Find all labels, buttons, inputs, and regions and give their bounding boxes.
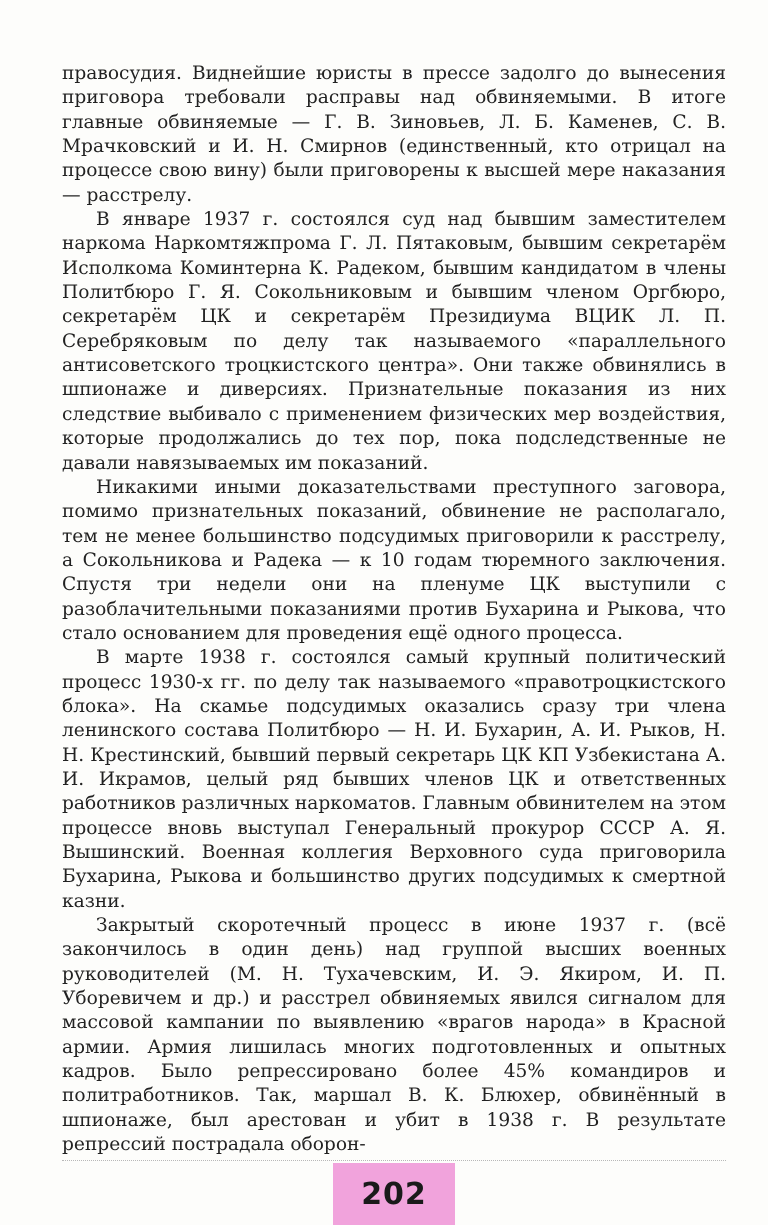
footer-divider — [62, 1160, 726, 1161]
body-text — [62, 62, 726, 1157]
page-number-badge — [333, 1163, 455, 1225]
paragraph-4: В марте 1938 г. состоялся самый крупный политический процесс 1930-х гг. по делу так называемого «правотроцкистского блока». На скамье подсудимых оказались сразу три члена ленинского состава Политбюро — Н. И. Бухарин, А. И. Рыков, Н. Н. Крестинский, бывший первый секретарь ЦК КП Узбекистана А. И. Икрамов, целый ряд бывших членов ЦК и ответственных работников различных наркоматов. Главным обвинителем на этом процессе вновь выступал Генеральный прокурор СССР А. Я. Вышинский. Военная коллегия Верховного суда приговорила Бухарина, Рыкова и большинство других подсудимых к смертной казни. — [62, 647, 726, 912]
paragraph-5: Закрытый скоротечный процесс в июне 1937 г. (всё закончилось в один день) над группой высших военных руководителей (М. Н. Тухачевским, И. Э. Якиром, И. П. Уборевичем и др.) и расстрел обвиняемых явился сигналом для массовой кампании по выявлению «врагов народа» в Красной армии. Армия лишилась многих подготовленных и опытных кадров. Было репрессировано более 45% командиров и политработников. Так, маршал В. К. Блюхер, обвинённый в шпионаже, был арестован и убит в 1938 г. В результате репрессий пострадала оборон- — [62, 915, 726, 1156]
paragraph-2: В январе 1937 г. состоялся суд над бывшим заместителем наркома Наркомтяжпрома Г. Л. Пятаковым, бывшим секретарём Исполкома Коминтерна К. Радеком, бывшим кандидатом в члены Политбюро Г. Я. Сокольниковым и бывшим членом Оргбюро, секретарём ЦК и секретарём Президиума ВЦИК Л. П. Серебряковым по делу так называемого «параллельного антисоветского троцкистского центра». Они также обвинялись в шпионаже и диверсиях. Признательные показания из них следствие выбивало с применением физических мер воздействия, которые продолжались до тех пор, пока подследственные не давали навязываемых им показаний. — [62, 209, 726, 474]
paragraph-3: Никакими иными доказательствами преступного заговора, помимо признательных показаний, обвинение не располагало, тем не менее большинство подсудимых приговорили к расстрелу, а Сокольникова и Радека — к 10 годам тюремного заключения. Спустя три недели они на пленуме ЦК выступили с разоблачительными показаниями против Бухарина и Рыкова, что стало основанием для проведения ещё одного процесса. — [62, 476, 726, 644]
paragraph-1: правосудия. Виднейшие юристы в прессе задолго до вынесения приговора требовали расправы над обвиняемыми. В итоге главные обвиняемые — Г. В. Зиновьев, Л. Б. Каменев, С. В. Мрачковский и И. Н. Смирнов (единственный, кто отрицал на процессе свою вину) были приговорены к высшей мере наказания — расстрелу. — [62, 63, 726, 206]
page-number: 202 — [361, 1176, 427, 1212]
